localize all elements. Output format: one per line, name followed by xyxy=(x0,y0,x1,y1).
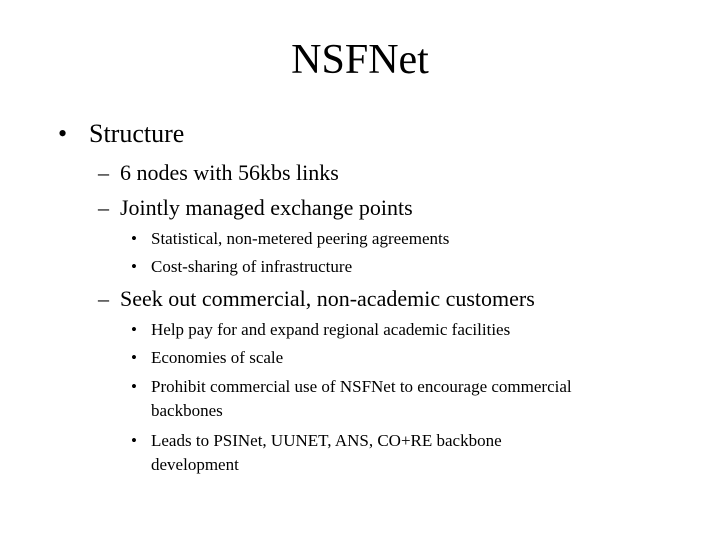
bullet-marker: • xyxy=(58,119,68,148)
point-text-continuation: backbones xyxy=(151,401,223,420)
dash-marker: – xyxy=(98,195,109,220)
point-text: Cost-sharing of infrastructure xyxy=(151,257,353,276)
subitem-text: Jointly managed exchange points xyxy=(120,195,413,220)
point-text: Statistical, non-metered peering agreements xyxy=(151,229,450,248)
point-text: Prohibit commercial use of NSFNet to encourage commercial xyxy=(151,377,572,396)
dash-marker: – xyxy=(98,286,109,311)
bullet-marker: • xyxy=(131,320,137,339)
point-text: Help pay for and expand regional academic facilities xyxy=(151,320,511,339)
bullet-text: Structure xyxy=(89,119,185,148)
subitem-text: Seek out commercial, non-academic customers xyxy=(120,286,535,311)
point-text-continuation: development xyxy=(151,455,239,474)
slide-title: NSFNet xyxy=(291,37,429,83)
bullet-marker: • xyxy=(131,377,137,396)
bullet-marker: • xyxy=(131,431,137,450)
dash-marker: – xyxy=(98,160,109,185)
bullet-marker: • xyxy=(131,229,137,248)
subitem-text: 6 nodes with 56kbs links xyxy=(120,160,339,185)
point-text: Economies of scale xyxy=(151,348,284,367)
point-text: Leads to PSINet, UUNET, ANS, CO+RE backbone xyxy=(151,431,502,450)
bullet-marker: • xyxy=(131,257,137,276)
bullet-marker: • xyxy=(131,348,137,367)
